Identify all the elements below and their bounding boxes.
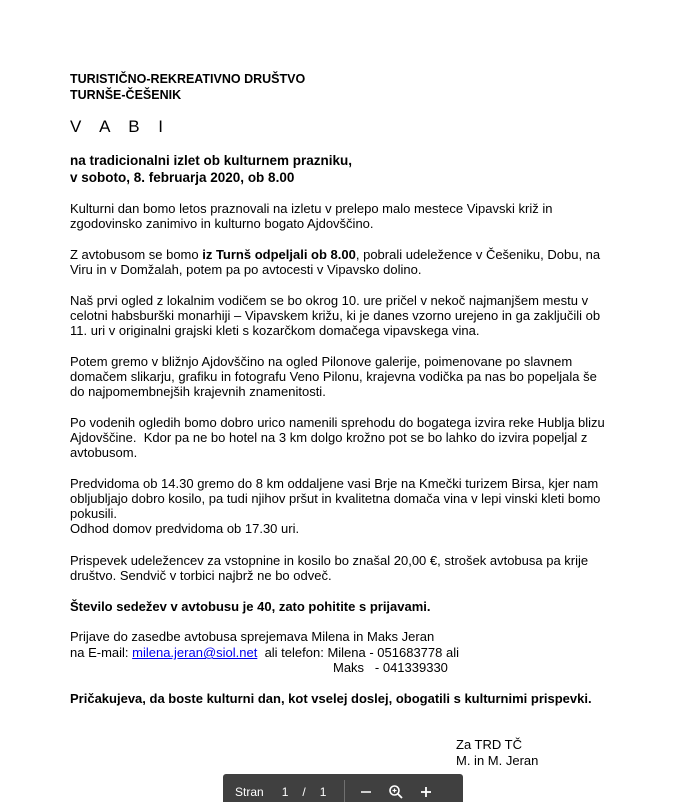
phone-text: ali telefon: Milena - 051683778 ali <box>257 645 459 660</box>
toolbar-divider <box>344 780 345 802</box>
magnifier-icon <box>388 784 404 800</box>
plus-icon <box>419 785 433 799</box>
paragraph-2-line1 <box>70 247 600 263</box>
paragraph-2-line2: Viru in v Domžalah, potem pa po avtocesti v Vipavsko dolino. <box>70 262 422 277</box>
org-name-line1: TURISTIČNO-REKREATIVNO DRUŠTVO <box>70 72 306 86</box>
current-page-input[interactable]: 1 <box>281 785 289 799</box>
zoom-button[interactable] <box>381 777 411 802</box>
minus-icon <box>359 785 373 799</box>
paragraph-5-line1: Po vodenih ogledih bomo dobro urico namenili sprehodu do bogatega izvira reke Hublja blizu <box>70 415 605 430</box>
signature-line1: Za TRD TČ <box>456 737 522 752</box>
invitation-heading: V A B I <box>70 117 171 136</box>
page-indicator <box>223 774 338 802</box>
zoom-in-button[interactable] <box>411 777 441 802</box>
total-pages: 1 <box>319 785 327 799</box>
paragraph-3-line3: 11. uri v originalni grajski kleti s kozarčkom domačega vipavskega vina. <box>70 323 480 338</box>
org-name-line2: TURNŠE-ČEŠENIK <box>70 88 182 102</box>
paragraph-2-text-a: Z avtobusom se bomo <box>70 247 203 262</box>
paragraph-9-line2 <box>70 645 459 661</box>
paragraph-6-line1: Predvidoma ob 14.30 gremo do 8 km oddaljene vasi Brje na Kmečki turizem Birsa, kjer nam <box>70 476 599 491</box>
paragraph-6-line3: pokusili. <box>70 506 117 521</box>
paragraph-9-line1: Prijave do zasedbe avtobusa sprejemava Milena in Maks Jeran <box>70 629 435 644</box>
paragraph-4-line1: Potem gremo v bližnjo Ajdovščino na ogled Pilonove galerije, poimenovane po slavnem <box>70 354 573 369</box>
event-title-line2: v soboto, 8. februarja 2020, ob 8.00 <box>70 170 295 185</box>
paragraph-6-line2: obljubljajo dobro kosilo, pa tudi njihov pršut in kvalitetna domača vina v lepi vinski kleti bomo <box>70 491 601 506</box>
paragraph-4-line3: do najpomembnejših krajevnih znamenitosti. <box>70 384 326 399</box>
closing-remark: Pričakujeva, da boste kulturni dan, kot vselej doslej, obogatili s kulturnimi prispevki. <box>70 691 592 706</box>
paragraph-3-line2: celotni habsburški monarhiji – Vipavskem križu, ki je danes vzorno urejeno in ga zaključili ob <box>70 308 601 323</box>
zoom-out-button[interactable] <box>351 777 381 802</box>
paragraph-9-line3: Maks - 041339330 <box>333 660 448 675</box>
paragraph-3-line1: Naš prvi ogled z lokalnim vodičem se bo okrog 10. ure pričel v nekoč najmanjšem mestu v <box>70 293 589 308</box>
email-prefix: na E-mail: <box>70 645 133 660</box>
paragraph-5-line3: avtobusom. <box>70 445 138 460</box>
paragraph-2-text-c: , pobrali udeležence v Češeniku, Dobu, na <box>355 247 601 262</box>
signature-line2: M. in M. Jeran <box>456 753 539 768</box>
seats-notice: Število sedežev v avtobusu je 40, zato pohitite s prijavami. <box>70 599 431 614</box>
page-separator: / <box>302 785 306 799</box>
paragraph-7-line2: društvo. Sendvič v torbici najbrž ne bo odveč. <box>70 568 332 583</box>
paragraph-1-line2: zgodovinsko zanimivo in kulturno bogato Ajdovščino. <box>70 216 374 231</box>
paragraph-4-line2: domačem slikarju, grafiku in fotografu Veno Pilonu, krajevna vodička pa nas bo popeljala še <box>70 369 597 384</box>
page-label: Stran <box>235 785 264 799</box>
paragraph-6-line4: Odhod domov predvidoma ob 17.30 uri. <box>70 521 300 536</box>
paragraph-5-line2: Ajdovščine. Kdor pa ne bo hotel na 3 km dolgo krožno pot se bo lahko do izvira popeljal z <box>70 430 588 445</box>
event-title-line1: na tradicionalni izlet ob kulturnem prazniku, <box>70 153 353 168</box>
paragraph-2-departure: iz Turnš odpeljali ob 8.00 <box>202 247 356 262</box>
email-link[interactable]: milena.jeran@siol.net <box>132 645 258 660</box>
paragraph-7-line1: Prispevek udeležencev za vstopnine in kosilo bo znašal 20,00 €, strošek avtobusa pa krije <box>70 553 589 568</box>
pdf-viewer-toolbar <box>223 774 463 802</box>
paragraph-1-line1: Kulturni dan bomo letos praznovali na izletu v prelepo malo mestece Vipavski križ in <box>70 201 553 216</box>
